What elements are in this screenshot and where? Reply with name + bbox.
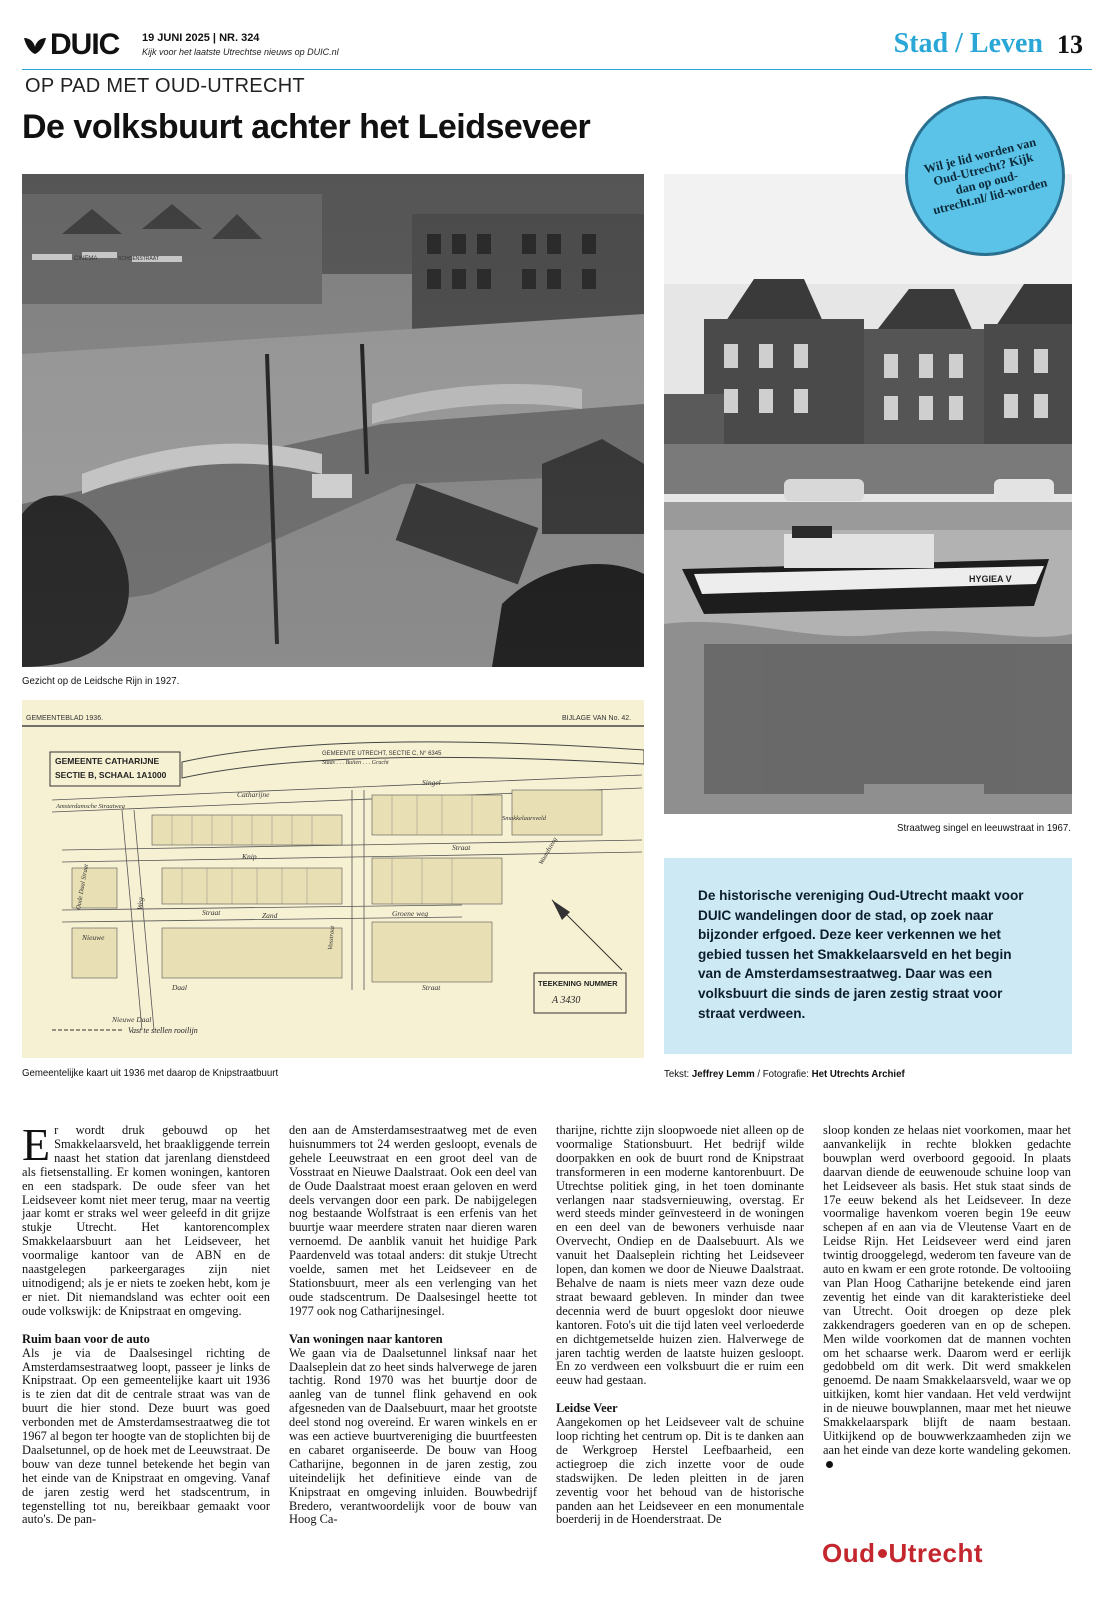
intro-text: De historische vereniging Oud-Utrecht maakt voor DUIC wandelingen door de stad, op zoek naar bijzonder erfgoed. Deze keer verkennen we het gebied tussen het Smakkelaarsveld en het begin van de Amsterdamsestraatweg. Daar was een volksbuurt die sinds de jaren zestig straat voor straat verdween. <box>698 888 1024 1021</box>
map-top-label-2: Stads . . . Buiten . . . Gracht <box>322 760 389 766</box>
oud-utrecht-logo[interactable] <box>822 1538 983 1569</box>
photo1-sign-cinema: CINEMA <box>74 256 98 262</box>
masthead-tagline: Kijk voor het laatste Utrechtse nieuws op DUIC.nl <box>142 47 339 57</box>
map-1936 <box>22 700 644 1058</box>
col2-paragraph-2: We gaan via de Daalsetunnel linksaf naar het Daalseplein dat zo heet sinds halverwege de jaren tachtig. Rond 1970 was het buurtje door de aanleg van de tunnel flink gehavend en ook afgesneden van de Daalsebuurt, maar het grootste deel stond nog overeind. Er waren winkels en er was een actieve buurtvereniging die buurtfeesten en cabaret organiseerde. De bouw van Hoog Catharijne, begonnen in de jaren zestig, zou uiteindelijk het definitieve einde van de Knipstraat en omgeving inluiden. Bouwbedrijf Bredero, verantwoordelijk voor de bouw van Hoog Ca- <box>289 1345 537 1527</box>
body-column-3 <box>556 1124 804 1527</box>
article-kicker: OP PAD MET OUD-UTRECHT <box>25 75 305 97</box>
col1-paragraph-2: Als je via de Daalsesingel richting de Amsterdamsestraatweg loopt, passeer je links de Knipstraat. Op een gemeentelijke kaart uit 1936 is te zien dat dit de centrale straat was van de buurt die hier stond. Deze buurt was goed verbonden met de Amsterdamsestraatweg die tot 1967 al begon ter hoogte van de stoplichten bij de Daalsetunnel, op de hoek met de Leeuwstraat. De bouw van deze tunnel betekende het begin van het einde van de Knipstraat en omgeving. Vanaf de jaren zestig werd het stadscentrum, in tegenstelling tot nu, bereikbaar gemaakt voor auto's. De pan- <box>22 1345 270 1527</box>
map-header-left: GEMEENTEBLAD 1936. <box>26 715 104 722</box>
issue-date: 19 JUNI 2025 | NR. 324 <box>142 32 260 44</box>
map-north-arrow <box>552 900 622 970</box>
map-tekening-number: A 3430 <box>552 995 581 1006</box>
photo2-caption: Straatweg singel en leeuwstraat in 1967. <box>897 822 1071 834</box>
credits-photo-source: Het Utrechts Archief <box>811 1068 905 1080</box>
photo1-caption: Gezicht op de Leidsche Rijn in 1927. <box>22 675 180 687</box>
col3-paragraph-1: tharijne, richtte zijn sloopwoede niet alleen op de voormalige Stationsbuurt. Het bedrijf wilde doorpakken en ook de buurt rond de Knipstraat transformeren in een moderne kantorenbuurt. De Utrechtse politiek ging, in het toen dominante verlangen naar stadsvernieuwing, overstag. Er werd steeds minder geïnvesteerd in de woningen en een deel van de bewoners verhuisde naar Overvecht, Ondiep en de Daalsebuurt. Als we vanuit het Daalseplein richting het Leidseveer lopen, dan komen we door de Nieuwe Daalstraat. Behalve de naam is niets meer vazn deze oude straat bewaard gebleven. In minder dan twee decennia werd de buurt opgeslokt door nieuwe kantoren. Foto's uit die tijd laten veel verloederde en dichtgemetselde huizen zien. Halverwege de jaren tachtig werden de laatste huizen gesloopt. En zo verdween een volksbuurt die er ruim een eeuw had gestaan. <box>556 1123 804 1388</box>
map-street-oude-daal: Oude Daal Straat <box>75 863 90 911</box>
subheading-leidse-veer: Leidse Veer <box>556 1401 618 1416</box>
article-headline: De volksbuurt achter het Leidseveer <box>22 108 591 146</box>
duic-bird-icon <box>22 34 48 56</box>
map-street-groeneweg: Groene weg <box>392 909 429 918</box>
map-tekening-label: TEEKENING NUMMER <box>538 979 618 988</box>
oud-utrecht-logo-left: Oud <box>822 1538 876 1568</box>
duic-logo[interactable] <box>22 30 119 60</box>
map-street-nw: Nieuwe Daal <box>112 1015 152 1024</box>
subheading-van-woningen: Van woningen naar kantoren <box>289 1331 443 1346</box>
page-number: 13 <box>1057 30 1083 59</box>
map-legend: Vast te stellen rooilijn <box>128 1026 198 1035</box>
dropcap: E <box>22 1119 51 1170</box>
membership-callout-text: Wil je lid worden van Oud-Utrecht? Kijk dan op oud-utrecht.nl/ lid-worden <box>922 134 1049 218</box>
boat-name: HYGIEA V <box>969 574 1012 584</box>
body-column-2 <box>289 1124 537 1527</box>
credits-author: Jeffrey Lemm <box>691 1068 755 1080</box>
map-street-weg: Weg <box>135 896 146 911</box>
duic-logo-text: DUIC <box>50 28 120 61</box>
map-street-amsterdam: Amsterdamsche Straatweg <box>56 803 125 810</box>
section-label: Stad / Leven <box>893 28 1043 59</box>
credits-line <box>664 1068 905 1080</box>
col2-paragraph-1: den aan de Amsterdamsestraatweg met de even huisnummers tot 24 werden gesloopt, evenals de gehele Leeuwstraat en een groot deel van de Vosstraat en Nieuwe Daalstraat. Ook een deel van de Oude Daalstraat moest eraan geloven en werd deels vervangen door een park. De nabijgelegen nog bestaande Wolfstraat is een erfenis van het buurtje waar meerdere straten naar dieren waren vernoemd. De aanblik vanuit het huidige Park Paardenveld was totaal anders: dit stukje Utrecht voelde, samen met het Leidseveer en de Stationsbuurt, meer als een verlenging van het oude stadscentrum. De Daalsesingel heette tot 1977 ook nog Catharijnesingel. <box>289 1123 537 1318</box>
intro-box <box>664 858 1072 1054</box>
col1-paragraph-1: r wordt druk gebouwd op het Smakkelaarsveld, het braakliggende terrein naast het station dat jarenlang dienstdeed als fietsenstalling. Er komen woningen, kantoren en een stadspark. De oude sfeer van het Leidseveer komt niet meer terug, maar na veertig jaar komt er straks wel weer geleefd in dit grijze stukje Utrecht. Het kantorencomplex Smakkelaarsbuurt aan het Leidseveer, het voormalige kantoor van de ABN en de naastgelegen parkeergarages zijn niet uitnodigend; als je er niets te zoeken hebt, kom je er niet. Dit niemandsland was echter ooit een oude volkswijk: de Knipstraat en omgeving. <box>22 1123 270 1318</box>
map-street-waard: Waardsteeg <box>537 836 559 866</box>
map-street-catharijne: Catharijne <box>237 790 270 799</box>
photo-straatweg-1967 <box>664 174 1072 814</box>
map-street-smakkelaars: Smakkelaarsveld <box>502 815 547 822</box>
masthead-rule <box>22 69 1092 70</box>
map-street-zand: Zand <box>262 911 278 920</box>
map-title-line2: SECTIE B, SCHAAL 1A1000 <box>55 770 167 780</box>
map-street-singel: Singel <box>422 778 441 787</box>
map-street-straat: Straat <box>452 843 471 852</box>
end-mark-icon <box>826 1461 833 1468</box>
map-title-line1: GEMEENTE CATHARIJNE <box>55 756 160 766</box>
map-street-daal: Daal <box>172 983 187 992</box>
map-street-knip: Knip <box>242 852 257 861</box>
map-top-label-1: GEMEENTE UTRECHT, SECTIE C, N° 6345 <box>322 751 442 757</box>
oud-utrecht-logo-right: Utrecht <box>888 1538 984 1568</box>
map-street-straat3: Straat <box>202 908 221 917</box>
map-street-vos: Vosstraat <box>327 925 337 951</box>
map-street-nieuwe: Nieuwe <box>82 933 105 942</box>
photo-leidsche-rijn-1927 <box>22 174 644 667</box>
photo1-sign-schoenen: SCHOENSTRAAT <box>118 256 159 262</box>
map-header-right: BIJLAGE VAN No. 42. <box>562 715 632 722</box>
body-column-1 <box>22 1119 270 1527</box>
col3-paragraph-2: Aangekomen op het Leidseveer valt de schuine loop richting het centrum op. Dit is te danken aan de Werkgroep Herstel Leefbaarheid, een actiegroep die zich inzette voor de oude stadswijken. De leden pleitten in de jaren zeventig voor het behoud van de historische panden aan het Leidseveer en een monumentale boerderij in de Hoenderstraat. De <box>556 1415 804 1527</box>
membership-callout[interactable] <box>905 96 1065 256</box>
map-street-straat2: Straat <box>422 983 441 992</box>
oud-utrecht-dot-icon <box>878 1549 887 1558</box>
credits-text-label: Tekst: <box>664 1068 692 1080</box>
col4-paragraph-1: sloop konden ze helaas niet voorkomen, maar het aanvankelijk in rechte blokken gedachte bouwplan werd overboord gegooid. In plaats daarvan diende de eeuwenoude schuine loop van het Leidseveer als basis. Het stuk staat sinds de 17e eeuw bekend als het Leidseveer. In deze voormalige havenkom voeren begin 19e eeuw schepen af en aan via de Vleutense Vaart en de Leidse Rijn. Het Leidseveer werd eind jaren twintig drooggelegd, wederom ten faveure van de auto en kwam er een grote rotonde. De voltooiing van Plan Hoog Catharijne betekende eind jaren zeventig het einde van dit karakteristieke deel van Utrecht. Ooit droegen op deze plek zakkendragers goederen van en op de schepen. Men wilde voorkomen dat de mannen vochten om het schaarse werk. Daarom werd er eerlijk gedobbeld om dit werk. Dit werd smakkelen genoemd. De naam Smakkelaarsveld, waar we op uitkijken, komt hier vandaan. Het veld verdwijnt in de nieuwe bouwplannen, maar met het nieuwe Smakkelaarspark blijft de naam bestaan. Uitkijkend op de bouwwerkzaamheden zijn we aan het einde van deze korte wandeling gekomen. <box>823 1123 1071 1457</box>
map-caption: Gemeentelijke kaart uit 1936 met daarop de Knipstraatbuurt <box>22 1067 279 1079</box>
credits-photo-label: / Fotografie: <box>754 1068 812 1080</box>
subheading-ruim-baan: Ruim baan voor de auto <box>22 1331 150 1346</box>
body-column-4 <box>823 1124 1071 1472</box>
